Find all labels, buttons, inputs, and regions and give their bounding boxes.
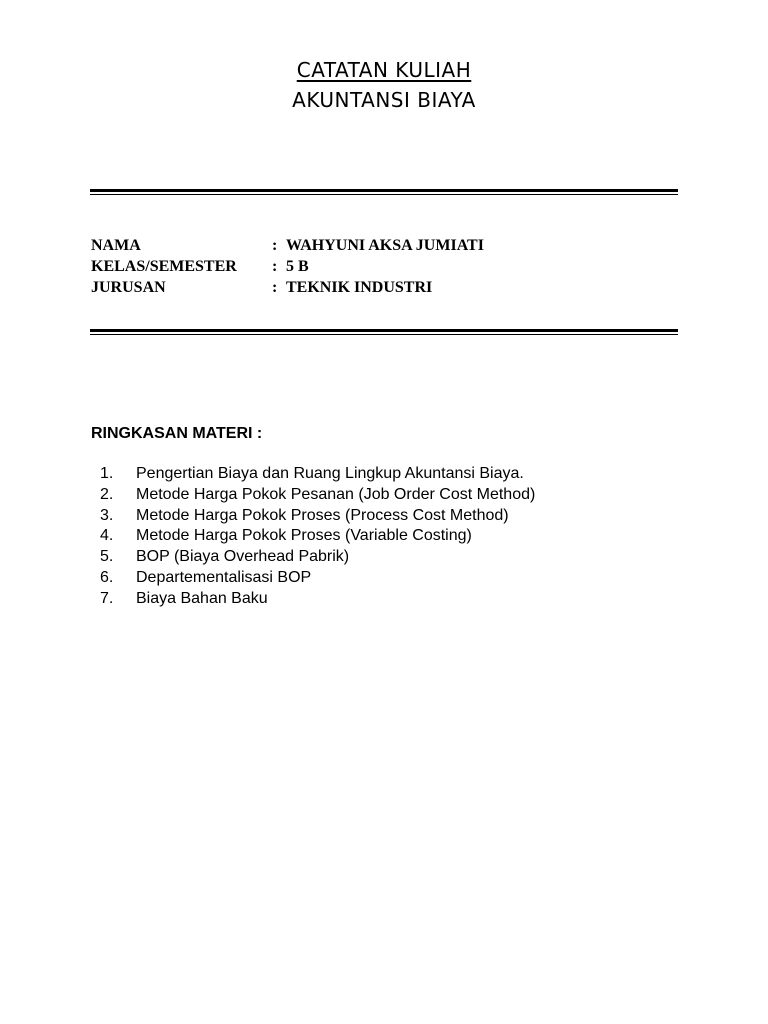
info-value: WAHYUNI AKSA JUMIATI [286, 237, 484, 254]
info-separator: : [272, 258, 278, 275]
list-item [100, 526, 535, 547]
list-item [100, 506, 535, 527]
list-text: BOP (Biaya Overhead Pabrik) [136, 548, 350, 566]
list-text: Metode Harga Pokok Pesanan (Job Order Cost Method) [136, 485, 536, 503]
list-text: Pengertian Biaya dan Ruang Lingkup Akuntansi Biaya. [136, 465, 524, 482]
list-text: Departementalisasi BOP [136, 568, 312, 586]
info-value: TEKNIK INDUSTRI [286, 279, 433, 296]
list-number: 1. [100, 465, 114, 482]
student-info [91, 235, 484, 298]
info-row-nama [91, 235, 484, 256]
summary-list [100, 464, 535, 610]
list-number: 3. [100, 506, 114, 524]
info-row-jurusan [91, 277, 484, 298]
list-number: 2. [100, 485, 114, 503]
info-separator: : [272, 279, 278, 296]
list-text: Metode Harga Pokok Proses (Process Cost Method) [136, 506, 509, 524]
info-label: NAMA [91, 237, 141, 254]
document-subtitle: AKUNTANSI BIAYA [292, 88, 476, 112]
list-number: 4. [100, 527, 114, 545]
info-separator: : [272, 237, 278, 254]
summary-heading: RINGKASAN MATERI : [91, 425, 263, 442]
list-text: Biaya Bahan Baku [136, 589, 268, 607]
info-label: KELAS/SEMESTER [91, 258, 237, 275]
info-label: JURUSAN [91, 279, 166, 296]
title-line-1: CATATAN KULIAH [296, 58, 472, 82]
list-item [100, 589, 535, 610]
list-item [100, 547, 535, 568]
info-value: 5 B [286, 258, 309, 275]
divider-top [90, 189, 678, 195]
info-row-kelas [91, 256, 484, 277]
list-item [100, 485, 535, 506]
document-title [0, 58, 768, 82]
list-text: Metode Harga Pokok Proses (Variable Costing) [136, 527, 472, 545]
list-item [100, 568, 535, 589]
list-number: 6. [100, 568, 114, 586]
divider-bottom [90, 329, 678, 335]
list-number: 7. [100, 589, 114, 607]
list-number: 5. [100, 548, 114, 566]
list-item [100, 464, 535, 485]
